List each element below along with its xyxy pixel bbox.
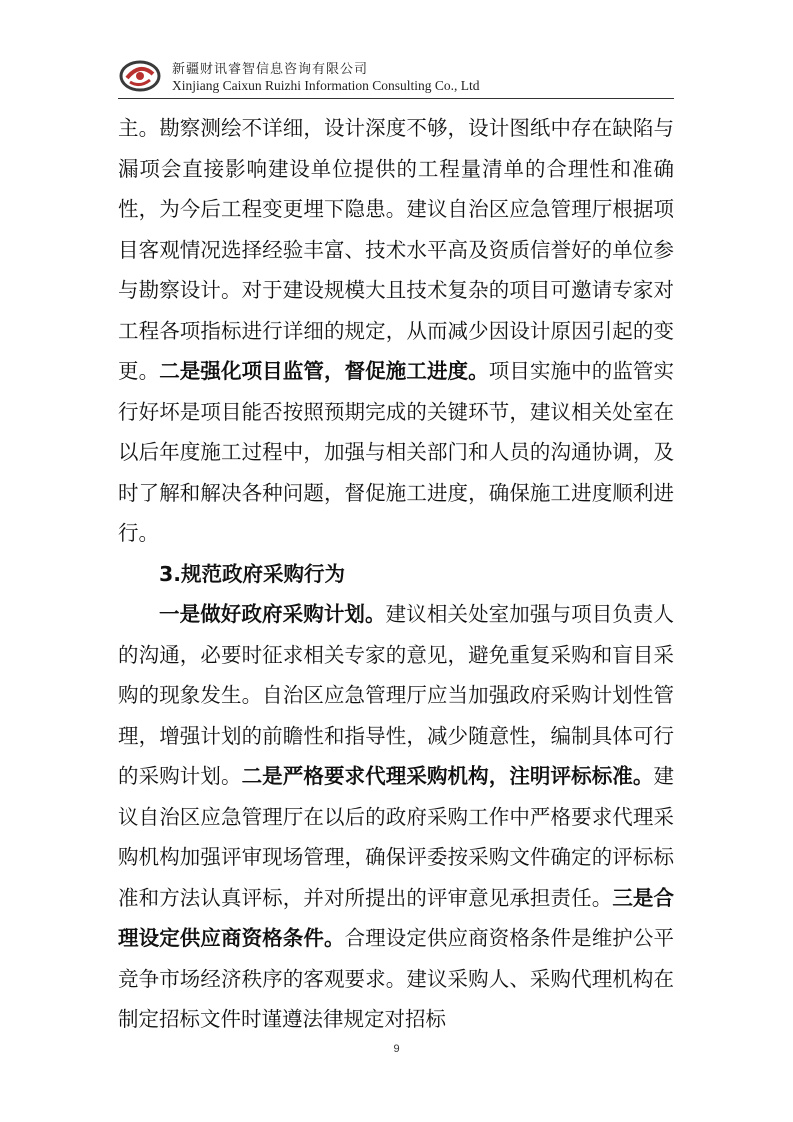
header-divider [118,98,674,99]
bold-heading-inline: 二是强化项目监管，督促施工进度。 [159,359,489,383]
paragraph-text: 建议相关处室加强与项目负责人的沟通，必要时征求相关专家的意见，避免重复采购和盲目采购的现象发生。自治区应急管理厅应当加强政府采购计划性管理，增强计划的前瞻性和指导性，减少随意性，编制具体可行的采购计划。 [118,602,675,788]
paragraph-text: 建议自治区应急管理厅在以后的政府采购工作中严格要求代理采购机构加强评审现场管理，确保评委按采购文件确定的评标标准和方法认真评标，并对所提出的评审意见承担责任。 [118,764,675,910]
page-number: 9 [393,1043,400,1055]
company-name-en: Xinjiang Caixun Ruizhi Information Consulting Co., Ltd [172,78,480,93]
paragraph-2 [118,594,674,1040]
company-name-cn: 新疆财讯睿智信息咨询有限公司 [172,62,369,77]
document-body [118,108,674,1040]
page-header [118,52,674,102]
bold-heading-inline: 一是做好政府采购计划。 [159,602,386,626]
section-title: 3.规范政府采购行为 [159,561,346,586]
paragraph-1 [118,108,674,554]
caixun-logo-icon [118,58,162,94]
bold-heading-inline: 二是严格要求代理采购机构，注明评标标准。 [241,764,654,788]
paragraph-text: 主。勘察测绘不详细，设计深度不够，设计图纸中存在缺陷与漏项会直接影响建设单位提供的工程量清单的合理性和准确性，为今后工程变更埋下隐患。建议自治区应急管理厅根据项目客观情况选择经验丰富、技术水平高及资质信誉好的单位参与勘察设计。对于建设规模大且技术复杂的项目可邀请专家对工程各项指标进行详细的规定，从而减少因设计原因引起的变更。 [118,116,674,383]
paragraph-text: 合理设定供应商资格条件是维护公平竞争市场经济秩序的客观要求。建议采购人、采购代理机构在制定招标文件时谨遵法律规定对招标 [118,926,675,1031]
bold-heading-inline: 三是合理设定供应商资格条件。 [118,885,675,950]
paragraph-text: 项目实施中的监管实行好坏是项目能否按照预期完成的关键环节，建议相关处室在以后年度施工过程中，加强与相关部门和人员的沟通协调，及时了解和解决各种问题，督促施工进度，确保施工进度顺利进行。 [118,359,675,545]
